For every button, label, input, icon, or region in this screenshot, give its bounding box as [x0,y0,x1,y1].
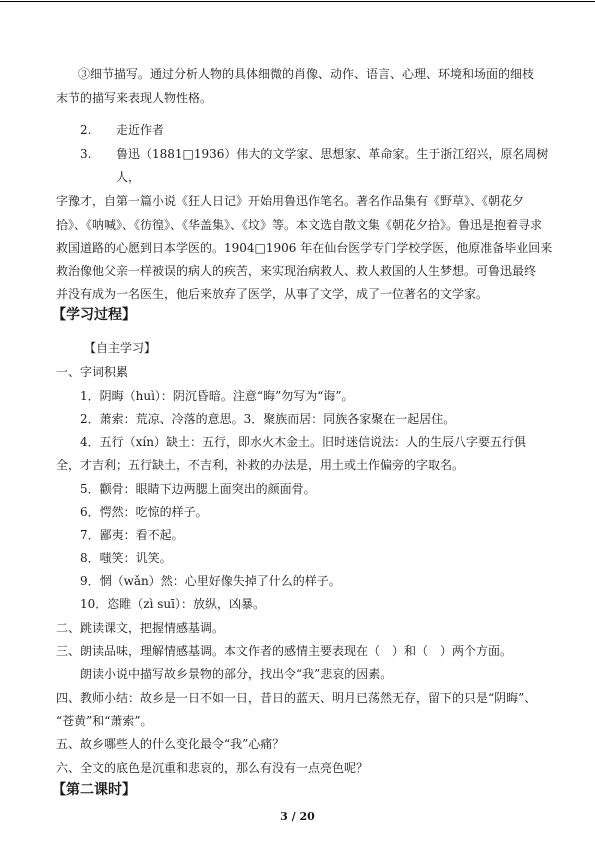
vocab-item-4-line-2: 全，才吉利；五行缺土，不吉利，补救的办法是，用土或土作偏旁的字取名。 [56,458,465,472]
item-2-number: 2. [80,123,92,137]
vocab-item-4-line-1: 4．五行（xín）缺土：五行，即水火木金土。旧时迷信说法：人的生辰八字要五行俱 [80,435,526,449]
task-4-line-1: 四、教师小结：故乡是一日不如一日，昔日的蓝天、明月已荡然无存，留下的只是“阴晦”、 [56,691,537,705]
heading-second-lesson: 【第二课时】 [52,782,136,798]
task-6: 六、全文的底色是沉重和悲哀的，那么有没有一点亮色呢？ [56,761,369,775]
vocab-item-6: 6．愕然：吃惊的样子。 [80,505,208,519]
item-3-text: 鲁迅（1881□1936）伟大的文学家、思想家、革命家。生于浙江绍兴，原名周树 [116,147,549,161]
vocab-item-8: 8．嗤笑：讥笑。 [80,551,172,565]
item-2-text: 走近作者 [116,123,165,137]
bio-line-5: 并没有成为一名医生，他后来放弃了医学，从事了文学，成了一位著名的文学家。 [56,287,489,301]
task-2: 二、跳读课文，把握情感基调。 [56,621,225,635]
vocab-item-10: 10．恣睢（zì suī）：放纵，凶暴。 [80,597,265,611]
item-3-number: 3. [80,147,92,161]
vocab-item-9: 9．惘（wǎn）然：心里好像失掉了什么的样子。 [80,574,341,588]
self-study-label: 【自主学习】 [84,341,157,355]
task-3: 三、朗读品味，理解情感基调。本文作者的感情主要表现在（ ）和（ ）两个方面。 [56,644,513,658]
task-3-sub: 朗读小说中描写故乡景物的部分，找出令“我”悲哀的因素。 [80,667,393,681]
item-3-wrap: 人， [116,170,141,184]
vocab-item-2: 2．萧索：荒凉、冷落的意思。3．聚族而居：同族各家聚在一起居住。 [80,412,456,426]
vocab-item-5: 5．颧骨：眼睛下边两腮上面突出的颜面骨。 [80,482,316,496]
bio-line-1: 字豫才，自第一篇小说《狂人日记》开始用鲁迅作笔名。著名作品集有《野草》、《朝花夕 [56,194,525,208]
page-number: 3 / 20 [280,810,315,823]
task-5: 五、故乡哪些人的什么变化最令“我”心痛？ [56,737,285,751]
vocab-item-7: 7．鄙夷：看不起。 [80,528,184,542]
heading-learning-process: 【学习过程】 [52,307,136,323]
vocab-item-1: 1．阴晦（huì）：阴沉昏暗。注意“晦”勿写为“诲”。 [80,389,354,403]
bio-line-4: 救治像他父亲一样被误的病人的疾苦，来实现治病救人、救人救国的人生梦想。可鲁迅最终 [56,264,537,278]
vocab-title: 一、字词积累 [56,365,129,379]
bio-line-3: 救国道路的心愿到日本学医的。1904□1906 年在仙台医学专门学校学医，他原准备毕业回来 [56,241,553,255]
bio-line-2: 拾》、《呐喊》、《彷徨》、《华盖集》、《坟》等。本文选自散文集《朝花夕拾》。鲁迅是抱着寻求 [56,218,543,232]
detail-line-2: 末节的描写来表现人物性格。 [56,91,213,105]
task-4-line-2: “苍黄”和“萧索”。 [56,714,153,728]
detail-line-1: ③细节描写。通过分析人物的具体细微的肖像、动作、语言、心理、环境和场面的细枝 [78,67,535,81]
top-rule [0,1,595,2]
